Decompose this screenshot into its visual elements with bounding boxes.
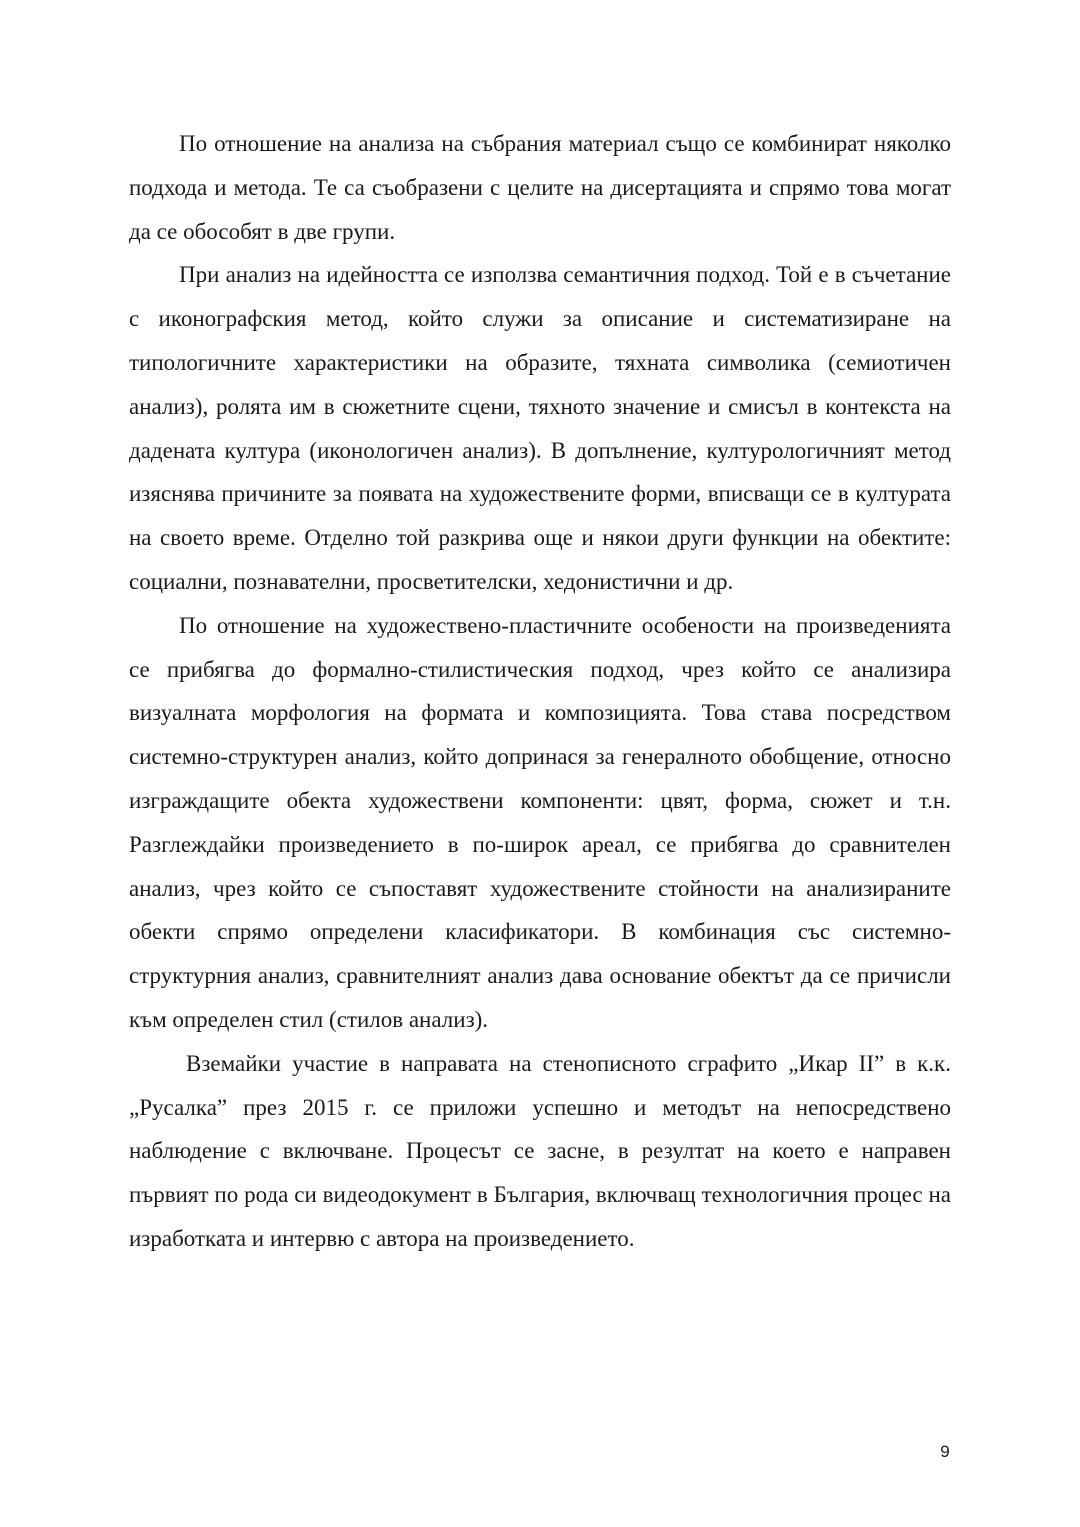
body-text: [129, 122, 951, 1261]
paragraph-semantic-approach: При анализ на идейността се използва семантичния подход. Той е в съчетание с иконографския метод, който служи за описание и систематизиране на типологичните характеристики на образите, тяхната символика (семиотичен анализ), ролята им в сюжетните сцени, тяхното значение и смисъл в контекста на дадената култура (иконологичен анализ). В допълнение, културологичният метод изяснява причините за появата на художествените форми, вписващи се в културата на своето време. Отделно той разкрива още и някои други функции на обектите: социални, познавателни, просветителски, хедонистични и др.: [129, 262, 951, 594]
paragraph-formal-stylistic-approach: По отношение на художествено-пластичните особености на произведенията се прибягва до формално-стилистическия подход, чрез който се анализира визуалната морфология на формата и композицията. Това става посредством системно-структурен анализ, който допринася за генералното обобщение, относно изграждащите обекта художествени компоненти: цвят, форма, сюжет и т.н. Разглеждайки произведението в по-широк ареал, се прибягва до сравнителен анализ, чрез който се съпоставят художествените стойности на анализираните обекти спрямо определени класификатори. В комбинация със системно-структурния анализ, сравнителният анализ дава основание обектът да се причисли към определен стил (стилов анализ).: [129, 612, 951, 1032]
paragraph-analysis-methods: По отношение на анализа на събрания материал също се комбинират няколко подхода и метода. Те са съобразени с целите на дисертацията и спрямо това могат да се обособят в две групи.: [129, 131, 951, 244]
paragraph-observation-method: Вземайки участие в направата на стенописното сграфито „Икар II” в к.к. „Русалка” през 2015 г. се приложи успешно и методът на непосредствено наблюдение с включване. Процесът се засне, в резултат на което е направен първият по рода си видеодокумент в България, включващ технологичния процес на изработката и интервю с автора на произведението.: [129, 1050, 951, 1251]
page-number: 9: [940, 1442, 950, 1461]
